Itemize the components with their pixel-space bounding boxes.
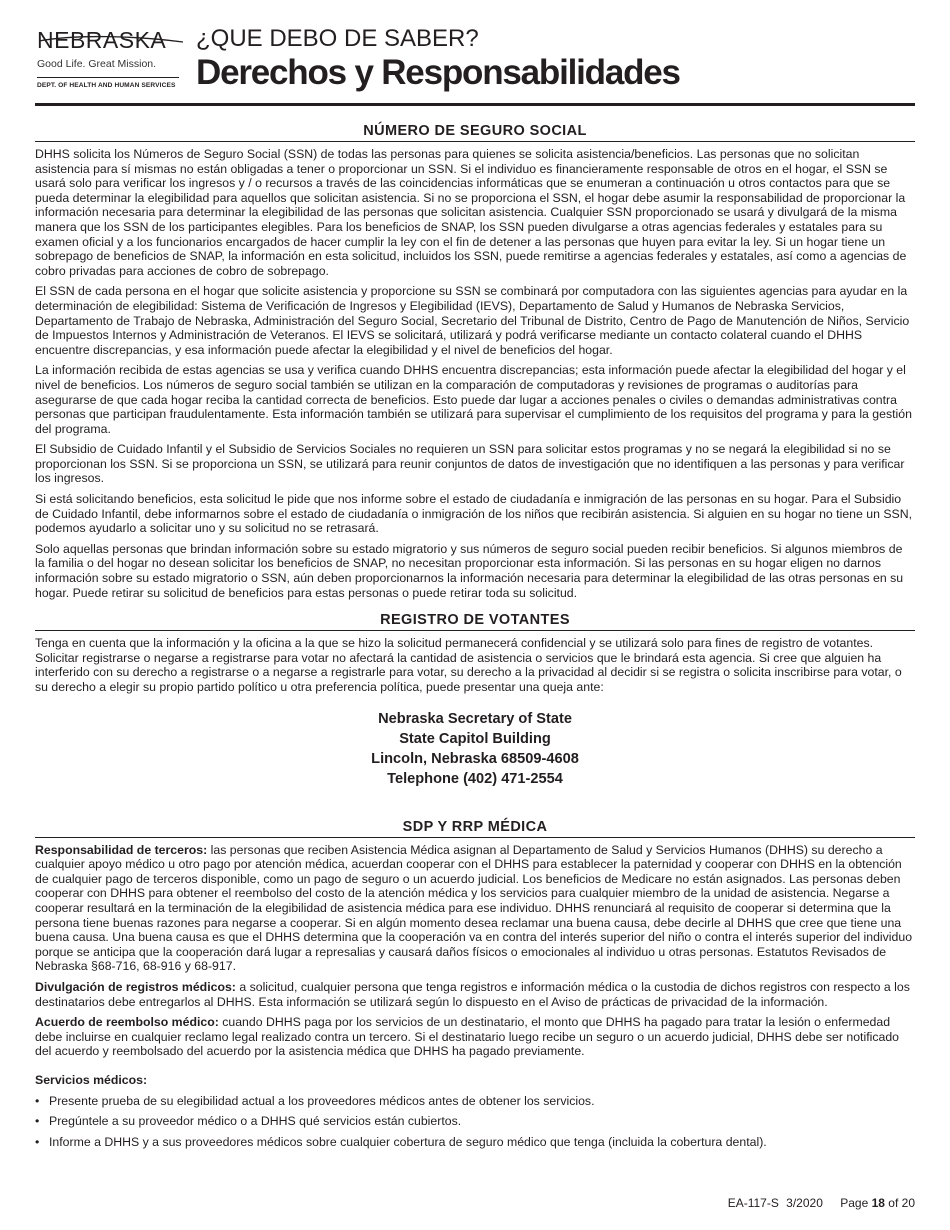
third-party-paragraph [35, 843, 915, 974]
ssn-section [35, 122, 915, 600]
page-number: 18 [871, 1196, 885, 1210]
list-item: • Pregúntele a su proveedor médico o a DHHS qué servicios están cubiertos. [35, 1114, 915, 1129]
records-paragraph [35, 980, 915, 1009]
list-item: • Informe a DHHS y a sus proveedores médicos sobre cualquier cobertura de seguro médico que tenga (incluida la cobertura dental). [35, 1135, 915, 1150]
voter-heading: REGISTRO DE VOTANTES [35, 611, 915, 631]
secretary-of-state-address [35, 709, 915, 789]
voter-registration-section [35, 611, 915, 788]
page-total: of 20 [888, 1196, 915, 1210]
address-line: Lincoln, Nebraska 68509-4608 [371, 750, 579, 767]
logo-divider [37, 77, 179, 78]
ssn-heading: NÚMERO DE SEGURO SOCIAL [35, 122, 915, 142]
document-page [35, 0, 915, 1149]
page-title: Derechos y Responsabilidades [196, 53, 680, 92]
ssn-paragraph: El Subsidio de Cuidado Infantil y el Subsidio de Servicios Sociales no requieren un SSN para solicitar estos programas y no se negará la elegibilidad si no se proporcionan los SSN. Si se proporciona un SSN, se utilizará para reunir conjuntos de datos de investigación que no identifiquen a las personas y para verificar los ingresos. [35, 442, 905, 486]
logo-swoosh-icon [37, 28, 187, 54]
header-divider [35, 103, 915, 106]
address-line: Nebraska Secretary of State [378, 710, 572, 727]
reimbursement-paragraph [35, 1015, 915, 1059]
page-subtitle: ¿QUE DEBO DE SABER? [196, 25, 479, 52]
ssn-paragraph: La información recibida de estas agencias se usa y verifica cuando DHHS encuentra discrepancias; esta información puede afectar la elegibilidad del hogar y el nivel de beneficios. Los números de seguro social también se utilizan en la comparación de computadoras y revisiones de programas o auditorías para asegurarse de que cada hogar reciba la cantidad correcta de beneficios. Esto puede dar lugar a acciones penales o civiles o demandas administrativas contra personas que participan fraudulentamente. Esta información también se utilizará para supervisar el cumplimiento de los requisitos del programa y para la gestión del programa. [35, 363, 912, 436]
ssn-paragraph: DHHS solicita los Números de Seguro Social (SSN) de todas las personas para quienes se solicita asistencia/beneficios. Las personas que no solicitan asistencia para sí mismas no están obligadas a tener o proporcionar un SSN. Si el individuo es financieramente responsable de otros en el hogar, el SSN se usará solo para verificar los ingresos y / o recursos a través de las coincidencias informáticas que se enumeran a continuación u otros contactos para que se pueda determinar la elegibilidad para aquellos que solicitan asistencia. Si no se proporciona el SSN, el hogar debe asumir la responsabilidad de proporcionar la información necesaria para determinar la elegibilidad de las personas que solicitan asistencia. Cualquier SSN proporcionado se usará y divulgará de la misma manera que los SSN de los participantes elegibles. Para los beneficios de SNAP, los SSN pueden divulgarse a otras agencias federales y estatales para su examen oficial y a los funcionarios encargados de hacer cumplir la ley con el fin de detener a las personas que huyen para evitar la ley. Si un hogar tiene un sobrepago de beneficios de SNAP, la información en esta solicitud, incluidos los SSN, puede remitirse a agencias federales y estatales, así como a agencias de cobro privadas para acciones de cobro de sobrepago. [35, 147, 907, 278]
page-label: Page [840, 1196, 869, 1210]
list-item: • Presente prueba de su elegibilidad actual a los proveedores médicos antes de obtener los servicios. [35, 1094, 915, 1109]
ssn-paragraph: Si está solicitando beneficios, esta solicitud le pide que nos informe sobre el estado de ciudadanía e inmigración de las personas en su hogar. Para el Subsidio de Cuidado Infantil, debe informarnos sobre el estado de ciudadanía o inmigración de los niños que recibirán asistencia. Si alguien en su hogar no tiene un SSN, podemos ayudarlo a solicitar uno y su solicitud no se retrasará. [35, 492, 913, 536]
logo-department: DEPT. OF HEALTH AND HUMAN SERVICES [37, 82, 176, 89]
records-label: Divulgación de registros médicos: [35, 979, 236, 994]
medical-heading: SDP Y RRP MÉDICA [35, 818, 915, 838]
address-line: State Capitol Building [399, 730, 551, 747]
form-id: EA-117-S [727, 1196, 779, 1210]
address-phone: Telephone (402) 471-2554 [387, 770, 563, 787]
medical-section [35, 818, 915, 1150]
third-party-label: Responsabilidad de terceros: [35, 842, 208, 857]
services-list [35, 1094, 915, 1150]
nebraska-dhhs-logo [37, 26, 187, 89]
voter-paragraph: Tenga en cuenta que la información y la oficina a la que se hizo la solicitud permanecerá confidencial y se utilizará solo para fines de registro de votantes. Solicitar registrarse o negarse a registrarse para votar no afectará la cantidad de asistencia o servicios que le brindará esta agencia. Si cree que alguien ha interferido con su derecho a registrarse o a negarse a registrarle para votar, su derecho a la privacidad al decidir si se registra o solicita inscribirse para votar, o su derecho a elegir su propio partido político u otra preferencia política, puede presentar una queja ante: [35, 636, 902, 694]
logo-wordmark: NEBRASKA [37, 27, 167, 53]
logo-tagline: Good Life. Great Mission. [37, 58, 157, 70]
services-label: Servicios médicos: [35, 1072, 148, 1087]
records-text: a solicitud, cualquier persona que tenga registros e información médica o la custodia de dichos registros con respecto a los destinatarios debe entregarlos al DHHS. Esta información se utilizará según lo dispuesto en el Aviso de prácticas de privacidad de la información. [35, 979, 910, 1009]
reimbursement-text: cuando DHHS paga por los servicios de un destinatario, el monto que DHHS ha pagado para tratar la lesión o enfermedad debe incluirse en cualquier reclamo legal realizado contra un tercero. Si el destinatario luego recibe un seguro o un acuerdo judicial, DHHS debe ser notificado del acuerdo y reembolsado del acuerdo por la asistencia médica que DHHS ha pagado previamente. [35, 1015, 900, 1059]
third-party-text: las personas que reciben Asistencia Médica asignan al Departamento de Salud y Servicios Humanos (DHHS) su derecho a cualquier apoyo médico u otro pago por atención médica, acuerdan cooperar con el DHHS para establecer la paternidad y cooperar con DHHS en la obtención de cualquier pago de terceros disponible, como un pago de seguro o un acuerdo judicial. Los beneficios de Medicare no están asignados. Las personas deben cooperar con DHHS para obtener el reembolso del costo de la atención médica y los servicios para cualquier miembro de la unidad de asistencia. Negarse a cooperar resultará en la terminación de la elegibilidad de asistencia médica para ese individuo. DHHS renunciará al requisito de cooperar si determina que la persona tiene buenas razones para negarse a cooperar. Si en algún momento desea reclamar una buena causa, debe decirle al DHHS que cree que tiene una buena causa. Una buena causa es que el DHHS determina que la cooperación va en contra del interés superior del niño o contra el interés superior del individuo porque se anticipa que la cooperación dará lugar a represalias y causará daños físicos o emocionales al individuo u otras personas. Estatutos Revisados de Nebraska §68-716, 68-916 y 68-917. [35, 842, 913, 974]
form-date: 3/2020 [786, 1196, 823, 1210]
ssn-paragraph: Solo aquellas personas que brindan información sobre su estado migratorio y sus números de seguro social pueden recibir beneficios. Si algunos miembros de la familia o del hogar no desean solicitar los beneficios de SNAP, no necesitan proporcionar esta información. Si las personas en su hogar eligen no darnos información sobre su estado migratorio o SSN, aún deben proporcionarnos la información necesaria para determinar la elegibilidad de las otras personas en su hogar. Puede retirar su solicitud de beneficios para estas personas o puede retirar toda su solicitud. [35, 541, 904, 600]
page-footer [728, 1196, 915, 1210]
reimbursement-label: Acuerdo de reembolso médico: [35, 1015, 219, 1030]
page-header [35, 0, 915, 108]
ssn-paragraph: El SSN de cada persona en el hogar que solicite asistencia y proporcione su SSN se combinará por computadora con las siguientes agencias para ayudar en la determinación de elegibilidad: Sistema de Verificación de Ingresos y Elegibilidad (IEVS), Departamento de Salud y Humanos de Nebraska Servicios, Departamento de Trabajo de Nebraska, Administración del Seguro Social, Secretario del Tribunal de Distrito, Centro de Pago de Manutención de Niños, Servicio de Impuestos Internos y Administración de Veteranos. El IEVS se solicitará, utilizará y podrá verificarse mediante un contacto colateral cuando el DHHS encuentre discrepancias, y esa información puede afectar la elegibilidad y el nivel de beneficios del hogar. [35, 284, 910, 357]
